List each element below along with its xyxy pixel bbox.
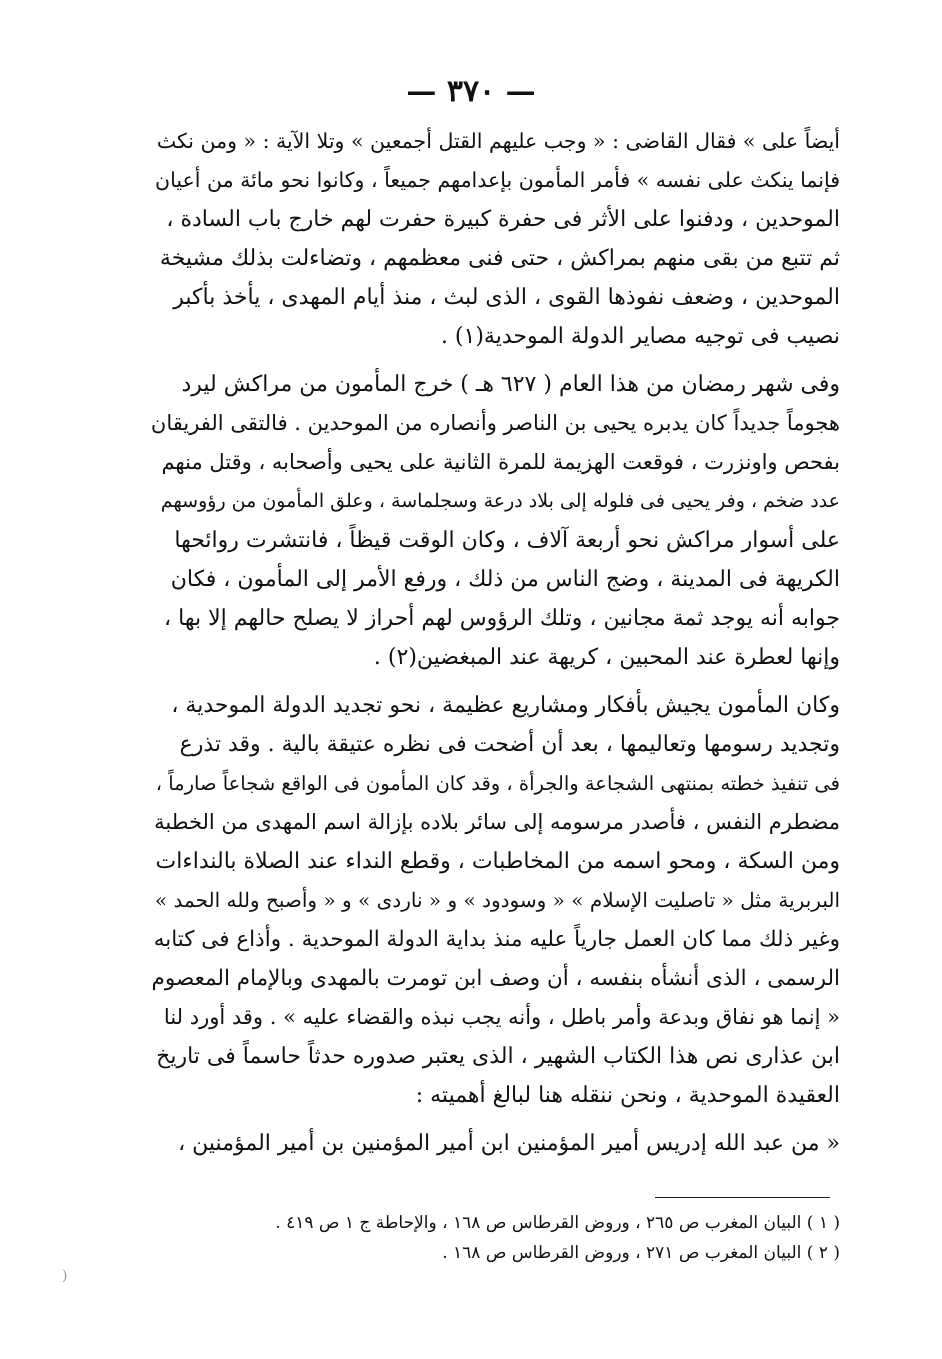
text-line: جوابه أنه يوجد ثمة مجانين ، وتلك الرؤوس لهم أحراز لا يصلح حالهم إلا بها ، [164,606,840,631]
text-line: عدد ضخم ، وفر يحيى فى فلوله إلى بلاد درعة وسجلماسة ، وعلق المأمون من رؤوسهم [160,490,840,512]
text-line: فإنما ينكث على نفسه » فأمر المأمون بإعدامهم جميعاً ، وكانوا نحو مائة من أعيان [155,168,840,192]
text-line: « إنما هو نفاق وبدعة وأمر باطل ، وأنه يجب نبذه والقضاء عليه » . وقد أورد لنا [163,1005,840,1029]
text-line: هجوماً جديداً كان يدبره يحيى بن الناصر وأنصاره من الموحدين . فالتقى الفريقان [150,411,840,435]
text-line: الرسمى ، الذى أنشأه بنفسه ، أن وصف ابن تومرت بالمهدى وبالإمام المعصوم [151,966,840,991]
paragraph-1 [150,122,840,356]
text-line: وكان المأمون يجيش بأفكار ومشاريع عظيمة ، نحو تجديد الدولة الموحدية ، [171,693,840,718]
page-number: — ٣٧٠ — [406,74,536,109]
text-line: نصيب فى توجيه مصاير الدولة الموحدية(١) . [440,324,840,349]
text-line: أيضاً على » فقال القاضى : « وجب عليهم القتل أجمعين » وتلا الآية : « ومن نكث [156,129,840,153]
text-line: ثم تتبع من بقى منهم بمراكش ، حتى فنى معظمهم ، وتضاءلت بذلك مشيخة [159,246,840,271]
text-line: « من عبد الله إدريس أمير المؤمنين ابن أمير المؤمنين بن أمير المؤمنين ، [178,1131,840,1156]
text-line: ومن السكة ، ومحو اسمه من المخاطبات ، وقطع النداء عند الصلاة بالنداءات [155,849,840,874]
text-line: الموحدين ، وضعف نفوذها القوى ، الذى لبث ، منذ أيام المهدى ، يأخذ بأكبر [173,285,840,310]
paragraph-4 [150,1124,840,1163]
paragraph-2 [150,365,840,677]
body-text [150,122,840,1163]
text-line: وفى شهر رمضان من هذا العام ( ٦٢٧ هـ ) خرج المأمون من مراكش ليرد [181,372,840,397]
paragraph-3 [150,686,840,1115]
text-line: العقيدة الموحدية ، ونحن ننقله هنا لبالغ أهميته : [415,1083,840,1108]
text-line: وغير ذلك مما كان العمل جارياً عليه منذ بداية الدولة الموحدية . وأذاع فى كتابه [153,927,840,952]
footnote-2: ( ٢ ) البيان المغرب ص ٢٧١ ، وروض القرطاس ص ١٦٨ . [442,1243,840,1263]
text-line: مضطرم النفس ، فأصدر مرسومه إلى سائر بلاده بإزالة اسم المهدى من الخطبة [154,810,840,834]
text-line: فى تنفيذ خطته بمنتهى الشجاعة والجرأة ، وقد كان المأمون فى الواقع شجاعاً صارماً ، [155,772,840,795]
footnotes [150,1208,840,1268]
margin-mark: ) [62,1268,68,1284]
text-line: وإنها لعطرة عند المحبين ، كريهة عند المبغضين(٢) . [373,645,840,670]
text-line: على أسوار مراكش نحو أربعة آلاف ، وكان الوقت قيظاً ، فانتشرت روائحها [174,528,840,553]
text-line: الموحدين ، ودفنوا على الأثر فى حفرة كبيرة حفرت لهم خارج باب السادة ، [166,207,840,232]
footnote-1: ( ١ ) البيان المغرب ص ٢٦٥ ، وروض القرطاس ص ١٦٨ ، والإحاطة ج ١ ص ٤١٩ . [275,1213,840,1233]
text-line: بفحص واونزرت ، فوقعت الهزيمة للمرة الثانية على يحيى وأصحابه ، وقتل منهم [161,450,840,474]
footnote-divider [655,1197,830,1198]
text-line: ابن عذارى نص هذا الكتاب الشهير ، الذى يعتبر صدوره حدثاً حاسماً فى تاريخ [156,1044,840,1069]
text-line: البربرية مثل « تاصليت الإسلام » « وسودود » و « ناردى » و « وأصبح ولله الحمد » [154,888,840,912]
text-line: وتجديد رسومها وتعاليمها ، بعد أن أضحت فى نظره عتيقة بالية . وقد تذرع [179,732,840,757]
text-line: الكريهة فى المدينة ، وضج الناس من ذلك ، ورفع الأمر إلى المأمون ، فكان [170,567,840,592]
